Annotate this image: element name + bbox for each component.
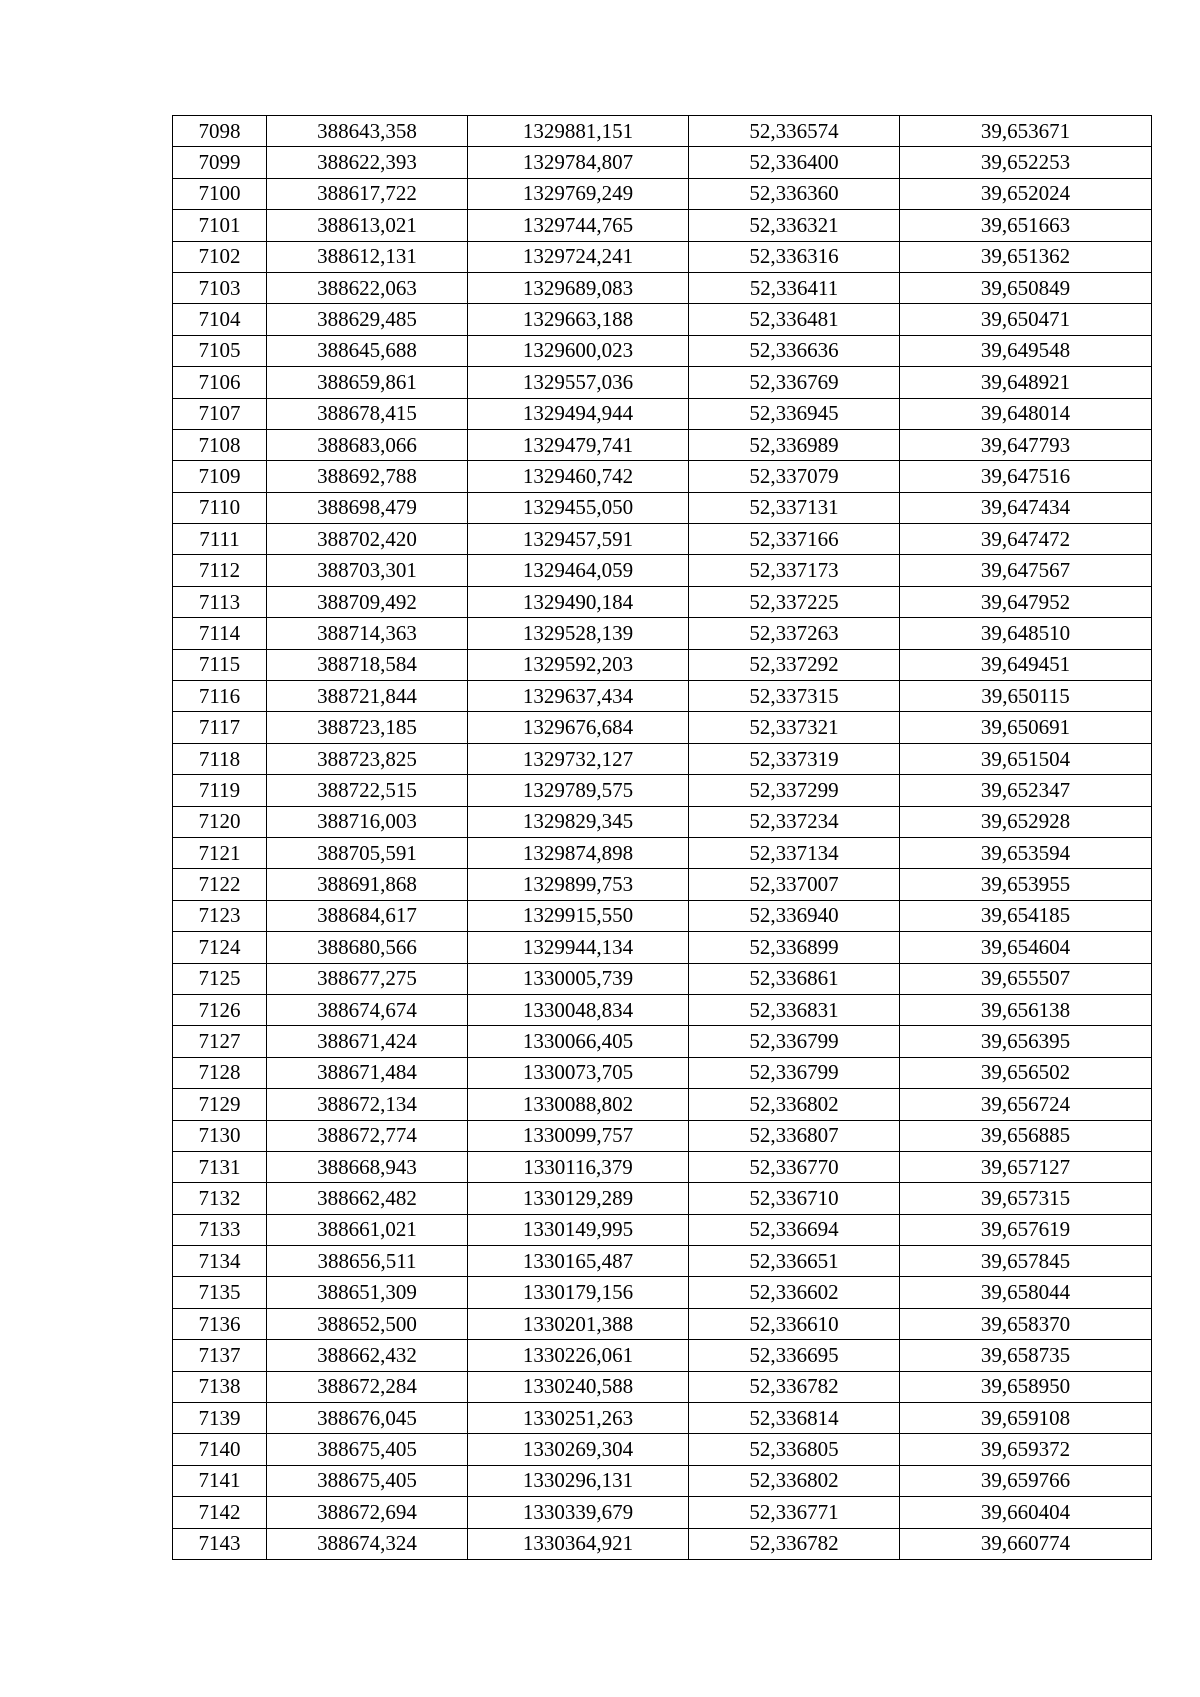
y-coordinate-cell: 1330269,304	[468, 1434, 689, 1465]
longitude-cell: 39,656502	[900, 1057, 1152, 1088]
x-coordinate-cell: 388671,484	[267, 1057, 468, 1088]
y-coordinate-cell: 1330226,061	[468, 1340, 689, 1371]
y-coordinate-cell: 1329829,345	[468, 806, 689, 837]
y-coordinate-cell: 1329464,059	[468, 555, 689, 586]
longitude-cell: 39,651362	[900, 241, 1152, 272]
latitude-cell: 52,337319	[689, 743, 900, 774]
longitude-cell: 39,658735	[900, 1340, 1152, 1371]
table-row	[173, 932, 1152, 963]
longitude-cell: 39,656724	[900, 1089, 1152, 1120]
table-row	[173, 304, 1152, 335]
table-row	[173, 1465, 1152, 1496]
longitude-cell: 39,659372	[900, 1434, 1152, 1465]
x-coordinate-cell: 388716,003	[267, 806, 468, 837]
longitude-cell: 39,652024	[900, 178, 1152, 209]
longitude-cell: 39,649548	[900, 335, 1152, 366]
point-number-cell: 7139	[173, 1403, 267, 1434]
x-coordinate-cell: 388643,358	[267, 116, 468, 147]
table-row	[173, 1340, 1152, 1371]
table-row	[173, 1528, 1152, 1559]
latitude-cell: 52,336694	[689, 1214, 900, 1245]
longitude-cell: 39,652253	[900, 147, 1152, 178]
x-coordinate-cell: 388613,021	[267, 210, 468, 241]
latitude-cell: 52,337131	[689, 492, 900, 523]
table-row	[173, 649, 1152, 680]
point-number-cell: 7123	[173, 900, 267, 931]
longitude-cell: 39,656885	[900, 1120, 1152, 1151]
x-coordinate-cell: 388662,482	[267, 1183, 468, 1214]
point-number-cell: 7135	[173, 1277, 267, 1308]
latitude-cell: 52,337166	[689, 524, 900, 555]
latitude-cell: 52,336805	[689, 1434, 900, 1465]
x-coordinate-cell: 388676,045	[267, 1403, 468, 1434]
latitude-cell: 52,337173	[689, 555, 900, 586]
y-coordinate-cell: 1330066,405	[468, 1026, 689, 1057]
table-row	[173, 1403, 1152, 1434]
y-coordinate-cell: 1329457,591	[468, 524, 689, 555]
latitude-cell: 52,336782	[689, 1528, 900, 1559]
latitude-cell: 52,336636	[689, 335, 900, 366]
latitude-cell: 52,336771	[689, 1497, 900, 1528]
table-row	[173, 461, 1152, 492]
latitude-cell: 52,336360	[689, 178, 900, 209]
longitude-cell: 39,648510	[900, 618, 1152, 649]
table-row	[173, 806, 1152, 837]
x-coordinate-cell: 388612,131	[267, 241, 468, 272]
latitude-cell: 52,337134	[689, 837, 900, 868]
point-number-cell: 7100	[173, 178, 267, 209]
y-coordinate-cell: 1329600,023	[468, 335, 689, 366]
x-coordinate-cell: 388656,511	[267, 1246, 468, 1277]
table-row	[173, 1214, 1152, 1245]
y-coordinate-cell: 1330251,263	[468, 1403, 689, 1434]
point-number-cell: 7109	[173, 461, 267, 492]
point-number-cell: 7142	[173, 1497, 267, 1528]
longitude-cell: 39,647434	[900, 492, 1152, 523]
table-row	[173, 712, 1152, 743]
x-coordinate-cell: 388718,584	[267, 649, 468, 680]
x-coordinate-cell: 388684,617	[267, 900, 468, 931]
latitude-cell: 52,336321	[689, 210, 900, 241]
latitude-cell: 52,336769	[689, 367, 900, 398]
coordinates-table	[172, 115, 1152, 1560]
x-coordinate-cell: 388672,134	[267, 1089, 468, 1120]
point-number-cell: 7121	[173, 837, 267, 868]
table-row	[173, 429, 1152, 460]
x-coordinate-cell: 388702,420	[267, 524, 468, 555]
latitude-cell: 52,337321	[689, 712, 900, 743]
latitude-cell: 52,336782	[689, 1371, 900, 1402]
y-coordinate-cell: 1329592,203	[468, 649, 689, 680]
point-number-cell: 7110	[173, 492, 267, 523]
table-row	[173, 1089, 1152, 1120]
point-number-cell: 7113	[173, 586, 267, 617]
x-coordinate-cell: 388714,363	[267, 618, 468, 649]
table-row	[173, 1057, 1152, 1088]
point-number-cell: 7127	[173, 1026, 267, 1057]
point-number-cell: 7108	[173, 429, 267, 460]
x-coordinate-cell: 388672,774	[267, 1120, 468, 1151]
longitude-cell: 39,658950	[900, 1371, 1152, 1402]
longitude-cell: 39,657619	[900, 1214, 1152, 1245]
point-number-cell: 7131	[173, 1151, 267, 1182]
y-coordinate-cell: 1329769,249	[468, 178, 689, 209]
longitude-cell: 39,659766	[900, 1465, 1152, 1496]
point-number-cell: 7120	[173, 806, 267, 837]
x-coordinate-cell: 388674,324	[267, 1528, 468, 1559]
y-coordinate-cell: 1330088,802	[468, 1089, 689, 1120]
longitude-cell: 39,659108	[900, 1403, 1152, 1434]
table-row	[173, 241, 1152, 272]
table-row	[173, 1497, 1152, 1528]
point-number-cell: 7125	[173, 963, 267, 994]
y-coordinate-cell: 1330179,156	[468, 1277, 689, 1308]
latitude-cell: 52,336814	[689, 1403, 900, 1434]
table-row	[173, 1277, 1152, 1308]
point-number-cell: 7118	[173, 743, 267, 774]
longitude-cell: 39,656138	[900, 994, 1152, 1025]
longitude-cell: 39,657315	[900, 1183, 1152, 1214]
y-coordinate-cell: 1329744,765	[468, 210, 689, 241]
table-row	[173, 837, 1152, 868]
table-row	[173, 272, 1152, 303]
point-number-cell: 7134	[173, 1246, 267, 1277]
latitude-cell: 52,336989	[689, 429, 900, 460]
x-coordinate-cell: 388677,275	[267, 963, 468, 994]
table-row	[173, 398, 1152, 429]
longitude-cell: 39,650115	[900, 681, 1152, 712]
latitude-cell: 52,336316	[689, 241, 900, 272]
table-row	[173, 1026, 1152, 1057]
latitude-cell: 52,336400	[689, 147, 900, 178]
point-number-cell: 7104	[173, 304, 267, 335]
x-coordinate-cell: 388723,825	[267, 743, 468, 774]
latitude-cell: 52,336651	[689, 1246, 900, 1277]
x-coordinate-cell: 388675,405	[267, 1434, 468, 1465]
longitude-cell: 39,658370	[900, 1308, 1152, 1339]
y-coordinate-cell: 1330073,705	[468, 1057, 689, 1088]
y-coordinate-cell: 1330296,131	[468, 1465, 689, 1496]
y-coordinate-cell: 1329479,741	[468, 429, 689, 460]
table-row	[173, 1371, 1152, 1402]
x-coordinate-cell: 388651,309	[267, 1277, 468, 1308]
point-number-cell: 7102	[173, 241, 267, 272]
point-number-cell: 7119	[173, 775, 267, 806]
x-coordinate-cell: 388617,722	[267, 178, 468, 209]
y-coordinate-cell: 1329663,188	[468, 304, 689, 335]
point-number-cell: 7111	[173, 524, 267, 555]
latitude-cell: 52,337263	[689, 618, 900, 649]
table-row	[173, 555, 1152, 586]
x-coordinate-cell: 388622,063	[267, 272, 468, 303]
latitude-cell: 52,336710	[689, 1183, 900, 1214]
y-coordinate-cell: 1330129,289	[468, 1183, 689, 1214]
y-coordinate-cell: 1329881,151	[468, 116, 689, 147]
table-row	[173, 994, 1152, 1025]
y-coordinate-cell: 1329460,742	[468, 461, 689, 492]
longitude-cell: 39,647567	[900, 555, 1152, 586]
point-number-cell: 7126	[173, 994, 267, 1025]
x-coordinate-cell: 388652,500	[267, 1308, 468, 1339]
longitude-cell: 39,657845	[900, 1246, 1152, 1277]
longitude-cell: 39,655507	[900, 963, 1152, 994]
latitude-cell: 52,336945	[689, 398, 900, 429]
longitude-cell: 39,647472	[900, 524, 1152, 555]
table-row	[173, 869, 1152, 900]
longitude-cell: 39,647793	[900, 429, 1152, 460]
latitude-cell: 52,337007	[689, 869, 900, 900]
x-coordinate-cell: 388723,185	[267, 712, 468, 743]
longitude-cell: 39,647952	[900, 586, 1152, 617]
latitude-cell: 52,336602	[689, 1277, 900, 1308]
coordinates-table-body	[173, 116, 1152, 1560]
x-coordinate-cell: 388722,515	[267, 775, 468, 806]
latitude-cell: 52,336940	[689, 900, 900, 931]
x-coordinate-cell: 388672,284	[267, 1371, 468, 1402]
x-coordinate-cell: 388661,021	[267, 1214, 468, 1245]
y-coordinate-cell: 1330099,757	[468, 1120, 689, 1151]
y-coordinate-cell: 1330165,487	[468, 1246, 689, 1277]
y-coordinate-cell: 1329874,898	[468, 837, 689, 868]
point-number-cell: 7099	[173, 147, 267, 178]
point-number-cell: 7132	[173, 1183, 267, 1214]
longitude-cell: 39,651504	[900, 743, 1152, 774]
point-number-cell: 7117	[173, 712, 267, 743]
y-coordinate-cell: 1330364,921	[468, 1528, 689, 1559]
latitude-cell: 52,337225	[689, 586, 900, 617]
table-row	[173, 367, 1152, 398]
table-row	[173, 178, 1152, 209]
y-coordinate-cell: 1330240,588	[468, 1371, 689, 1402]
longitude-cell: 39,651663	[900, 210, 1152, 241]
latitude-cell: 52,336770	[689, 1151, 900, 1182]
x-coordinate-cell: 388709,492	[267, 586, 468, 617]
longitude-cell: 39,656395	[900, 1026, 1152, 1057]
latitude-cell: 52,337315	[689, 681, 900, 712]
y-coordinate-cell: 1330005,739	[468, 963, 689, 994]
y-coordinate-cell: 1330116,379	[468, 1151, 689, 1182]
point-number-cell: 7105	[173, 335, 267, 366]
y-coordinate-cell: 1329689,083	[468, 272, 689, 303]
x-coordinate-cell: 388659,861	[267, 367, 468, 398]
point-number-cell: 7122	[173, 869, 267, 900]
longitude-cell: 39,648014	[900, 398, 1152, 429]
longitude-cell: 39,649451	[900, 649, 1152, 680]
longitude-cell: 39,653594	[900, 837, 1152, 868]
longitude-cell: 39,653671	[900, 116, 1152, 147]
point-number-cell: 7116	[173, 681, 267, 712]
y-coordinate-cell: 1330048,834	[468, 994, 689, 1025]
x-coordinate-cell: 388691,868	[267, 869, 468, 900]
point-number-cell: 7141	[173, 1465, 267, 1496]
y-coordinate-cell: 1330149,995	[468, 1214, 689, 1245]
x-coordinate-cell: 388692,788	[267, 461, 468, 492]
table-row	[173, 775, 1152, 806]
point-number-cell: 7133	[173, 1214, 267, 1245]
longitude-cell: 39,652928	[900, 806, 1152, 837]
point-number-cell: 7138	[173, 1371, 267, 1402]
latitude-cell: 52,336695	[689, 1340, 900, 1371]
latitude-cell: 52,336574	[689, 116, 900, 147]
x-coordinate-cell: 388721,844	[267, 681, 468, 712]
latitude-cell: 52,337079	[689, 461, 900, 492]
longitude-cell: 39,653955	[900, 869, 1152, 900]
y-coordinate-cell: 1329490,184	[468, 586, 689, 617]
latitude-cell: 52,336802	[689, 1465, 900, 1496]
table-row	[173, 335, 1152, 366]
point-number-cell: 7137	[173, 1340, 267, 1371]
y-coordinate-cell: 1329676,684	[468, 712, 689, 743]
y-coordinate-cell: 1329528,139	[468, 618, 689, 649]
longitude-cell: 39,654185	[900, 900, 1152, 931]
table-row	[173, 1308, 1152, 1339]
table-row	[173, 1151, 1152, 1182]
table-row	[173, 586, 1152, 617]
longitude-cell: 39,650849	[900, 272, 1152, 303]
x-coordinate-cell: 388703,301	[267, 555, 468, 586]
y-coordinate-cell: 1329899,753	[468, 869, 689, 900]
point-number-cell: 7103	[173, 272, 267, 303]
latitude-cell: 52,336899	[689, 932, 900, 963]
y-coordinate-cell: 1329494,944	[468, 398, 689, 429]
latitude-cell: 52,336481	[689, 304, 900, 335]
y-coordinate-cell: 1329944,134	[468, 932, 689, 963]
y-coordinate-cell: 1329732,127	[468, 743, 689, 774]
point-number-cell: 7143	[173, 1528, 267, 1559]
table-row	[173, 900, 1152, 931]
point-number-cell: 7114	[173, 618, 267, 649]
table-row	[173, 116, 1152, 147]
table-row	[173, 524, 1152, 555]
latitude-cell: 52,336831	[689, 994, 900, 1025]
x-coordinate-cell: 388645,688	[267, 335, 468, 366]
point-number-cell: 7106	[173, 367, 267, 398]
table-row	[173, 743, 1152, 774]
latitude-cell: 52,336807	[689, 1120, 900, 1151]
latitude-cell: 52,336610	[689, 1308, 900, 1339]
latitude-cell: 52,336411	[689, 272, 900, 303]
table-row	[173, 147, 1152, 178]
y-coordinate-cell: 1329557,036	[468, 367, 689, 398]
point-number-cell: 7107	[173, 398, 267, 429]
y-coordinate-cell: 1329784,807	[468, 147, 689, 178]
longitude-cell: 39,660404	[900, 1497, 1152, 1528]
table-row	[173, 1246, 1152, 1277]
x-coordinate-cell: 388671,424	[267, 1026, 468, 1057]
x-coordinate-cell: 388678,415	[267, 398, 468, 429]
x-coordinate-cell: 388629,485	[267, 304, 468, 335]
point-number-cell: 7124	[173, 932, 267, 963]
point-number-cell: 7130	[173, 1120, 267, 1151]
y-coordinate-cell: 1329637,434	[468, 681, 689, 712]
table-row	[173, 210, 1152, 241]
x-coordinate-cell: 388680,566	[267, 932, 468, 963]
longitude-cell: 39,648921	[900, 367, 1152, 398]
table-row	[173, 963, 1152, 994]
point-number-cell: 7128	[173, 1057, 267, 1088]
longitude-cell: 39,647516	[900, 461, 1152, 492]
x-coordinate-cell: 388668,943	[267, 1151, 468, 1182]
point-number-cell: 7101	[173, 210, 267, 241]
longitude-cell: 39,652347	[900, 775, 1152, 806]
point-number-cell: 7140	[173, 1434, 267, 1465]
longitude-cell: 39,660774	[900, 1528, 1152, 1559]
latitude-cell: 52,337234	[689, 806, 900, 837]
table-row	[173, 1183, 1152, 1214]
table-row	[173, 618, 1152, 649]
y-coordinate-cell: 1330201,388	[468, 1308, 689, 1339]
y-coordinate-cell: 1329915,550	[468, 900, 689, 931]
point-number-cell: 7136	[173, 1308, 267, 1339]
x-coordinate-cell: 388683,066	[267, 429, 468, 460]
table-row	[173, 1120, 1152, 1151]
x-coordinate-cell: 388622,393	[267, 147, 468, 178]
point-number-cell: 7098	[173, 116, 267, 147]
x-coordinate-cell: 388675,405	[267, 1465, 468, 1496]
x-coordinate-cell: 388662,432	[267, 1340, 468, 1371]
longitude-cell: 39,658044	[900, 1277, 1152, 1308]
latitude-cell: 52,336861	[689, 963, 900, 994]
point-number-cell: 7129	[173, 1089, 267, 1120]
y-coordinate-cell: 1329724,241	[468, 241, 689, 272]
table-row	[173, 1434, 1152, 1465]
point-number-cell: 7115	[173, 649, 267, 680]
x-coordinate-cell: 388672,694	[267, 1497, 468, 1528]
x-coordinate-cell: 388705,591	[267, 837, 468, 868]
latitude-cell: 52,336799	[689, 1057, 900, 1088]
latitude-cell: 52,337299	[689, 775, 900, 806]
latitude-cell: 52,337292	[689, 649, 900, 680]
y-coordinate-cell: 1329789,575	[468, 775, 689, 806]
latitude-cell: 52,336799	[689, 1026, 900, 1057]
x-coordinate-cell: 388698,479	[267, 492, 468, 523]
table-row	[173, 681, 1152, 712]
y-coordinate-cell: 1329455,050	[468, 492, 689, 523]
longitude-cell: 39,650691	[900, 712, 1152, 743]
table-row	[173, 492, 1152, 523]
longitude-cell: 39,650471	[900, 304, 1152, 335]
longitude-cell: 39,654604	[900, 932, 1152, 963]
x-coordinate-cell: 388674,674	[267, 994, 468, 1025]
latitude-cell: 52,336802	[689, 1089, 900, 1120]
y-coordinate-cell: 1330339,679	[468, 1497, 689, 1528]
longitude-cell: 39,657127	[900, 1151, 1152, 1182]
point-number-cell: 7112	[173, 555, 267, 586]
